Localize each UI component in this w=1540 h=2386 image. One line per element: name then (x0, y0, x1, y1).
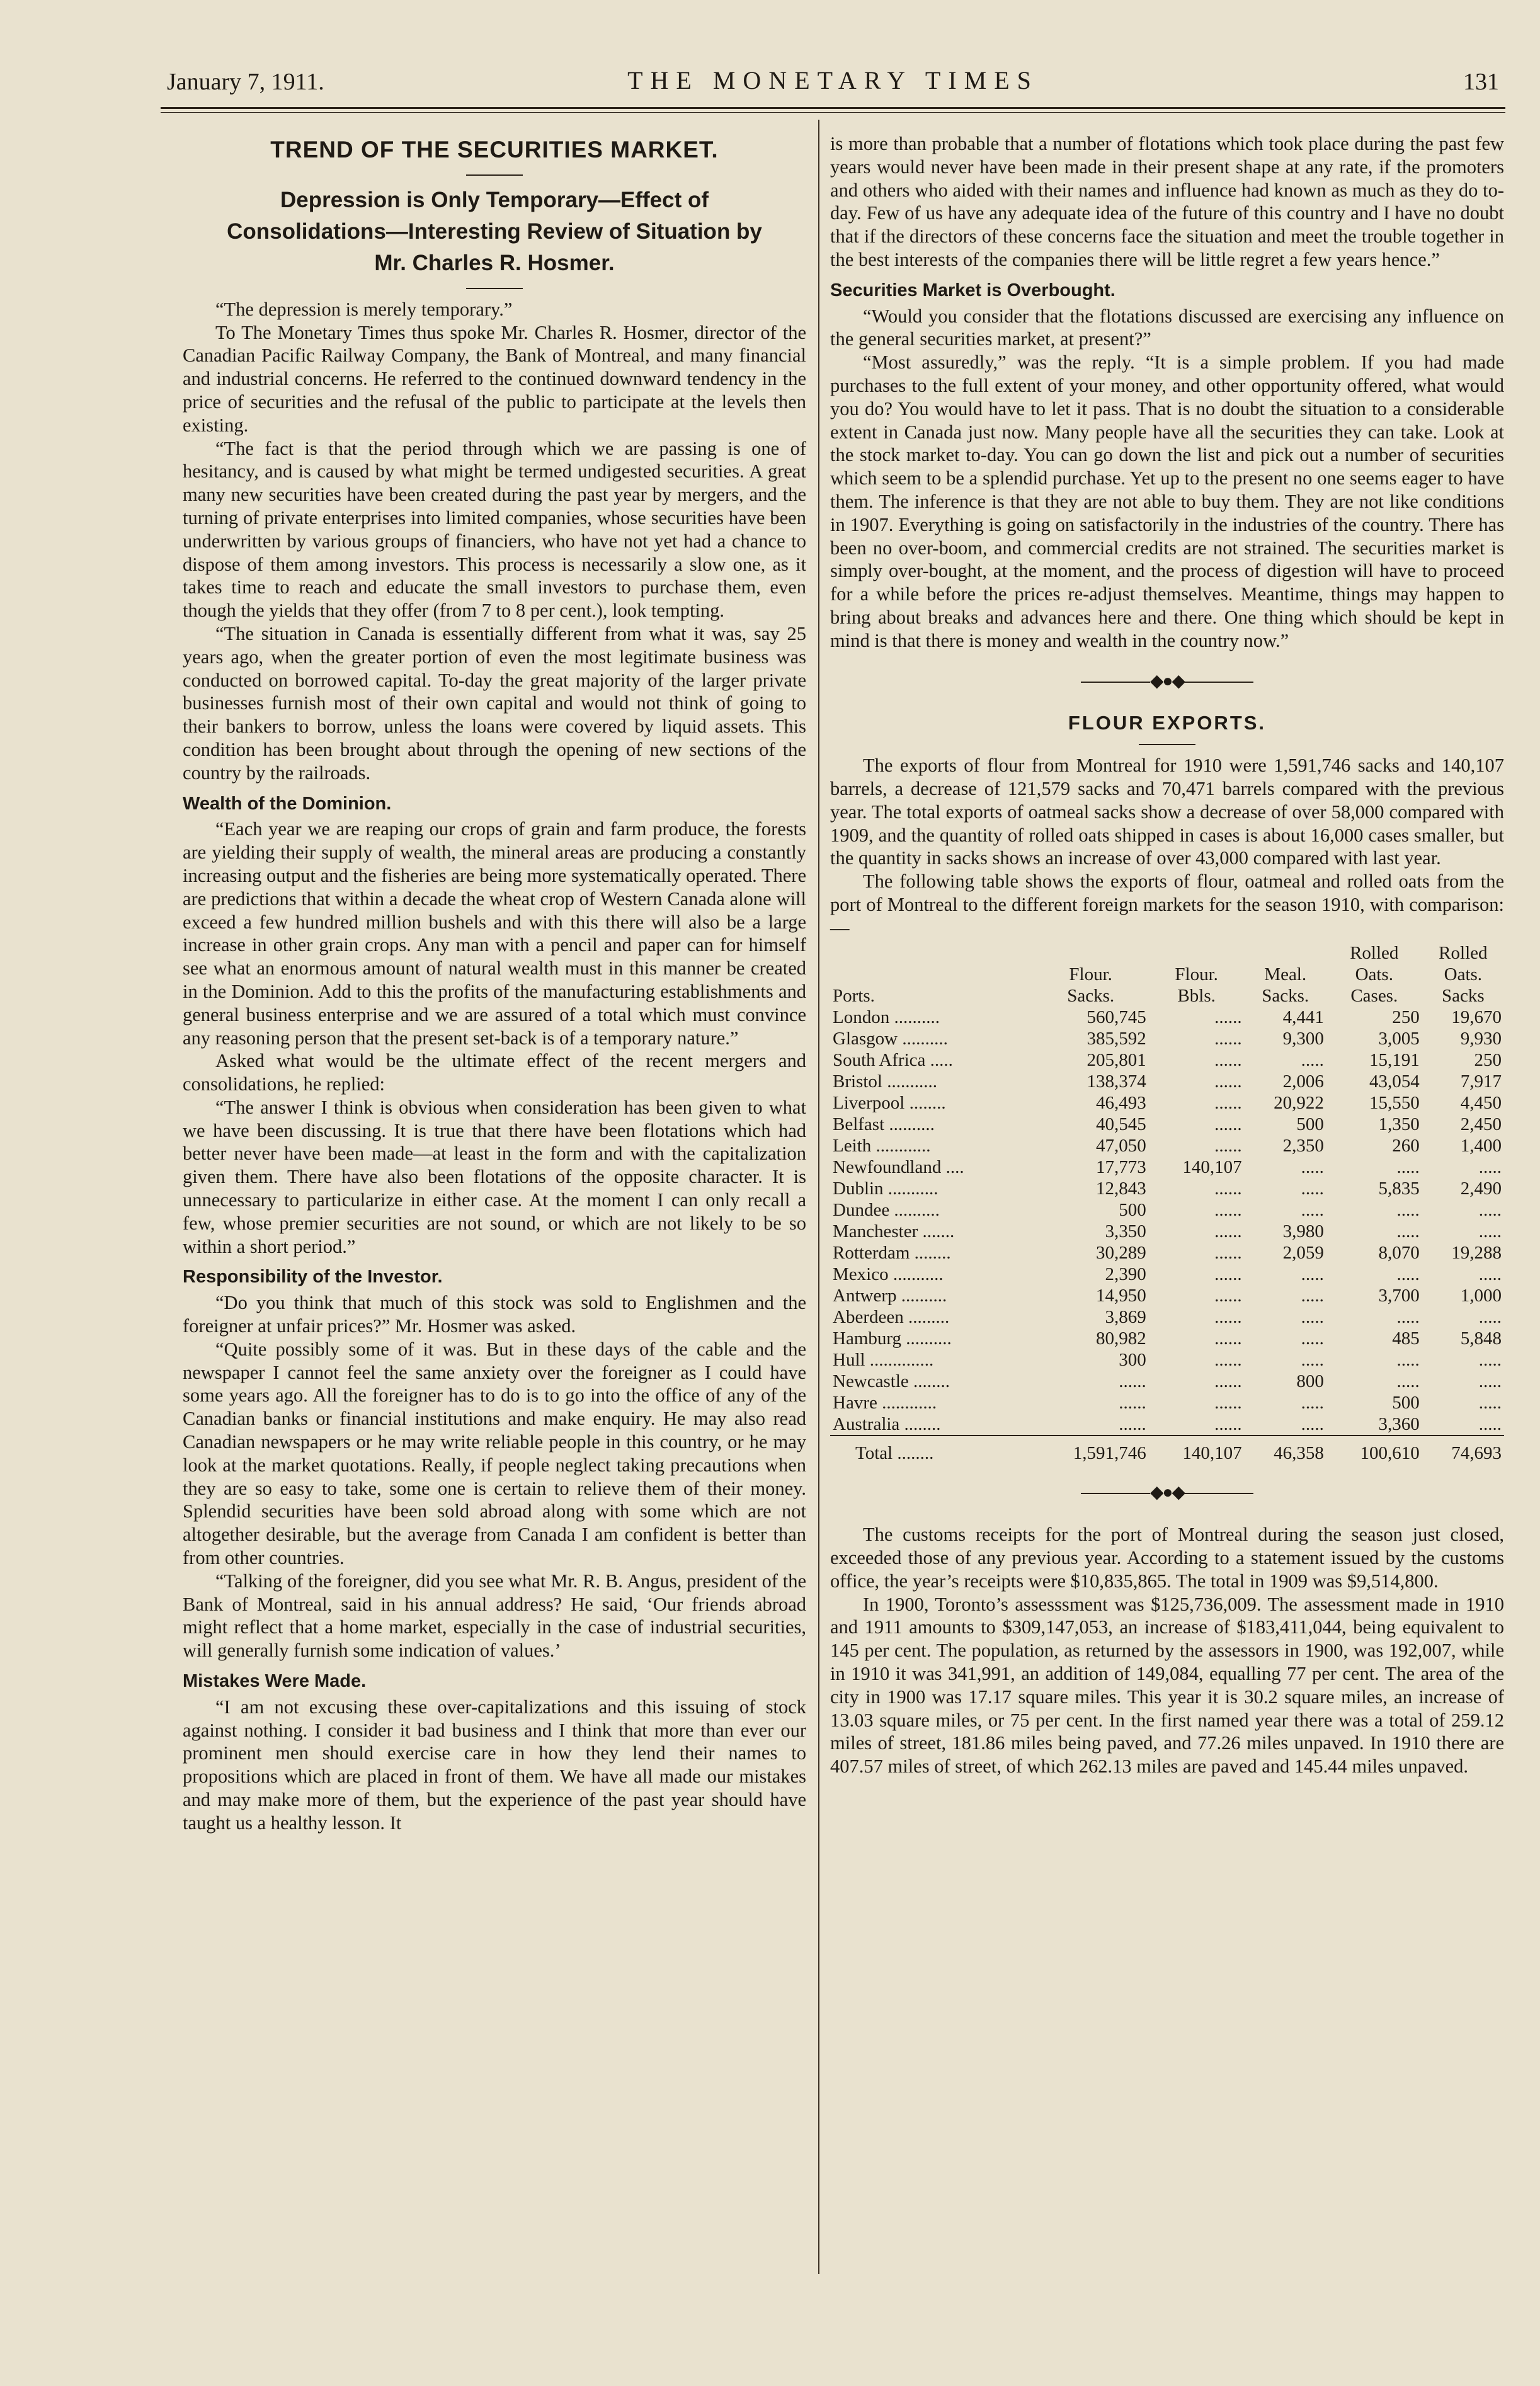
value-cell: ...... (1214, 1114, 1242, 1134)
value-cell: ..... (1478, 1264, 1502, 1284)
value-cell: ..... (1301, 1199, 1324, 1220)
subhead-rule (466, 288, 523, 289)
value-cell: 205,801 (1087, 1049, 1146, 1070)
table-row (830, 1178, 1504, 1199)
port-name-cell: Bristol ........... (833, 1071, 937, 1092)
column-header: Sacks. (1262, 985, 1309, 1006)
value-cell: ...... (1214, 1049, 1242, 1070)
value-cell: ..... (1396, 1221, 1420, 1242)
value-cell: 3,005 (1378, 1028, 1420, 1049)
paragraph: To The Monetary Times thus spoke Mr. Charles R. Hosmer, director of the Canadian Pacific Railway Company, the Bank of Montreal, and many financial and industrial concerns. He referred to the continued downward tendency in the price of securities and the refusal of the public to participate at the levels then existing. (183, 321, 806, 436)
table-row (830, 1306, 1504, 1328)
port-name-cell: Antwerp .......... (833, 1285, 947, 1306)
port-name-cell: Belfast .......... (833, 1114, 935, 1134)
value-cell: 15,550 (1369, 1092, 1420, 1113)
paragraph: The customs receipts for the port of Montreal during the season just closed, exceeded those of any previous year. According to a statement issued by the customs office, the year’s receipts were $10,835,865. The total in 1909 was $9,514,800. (830, 1524, 1504, 1592)
masthead-rule-thin (161, 112, 1505, 113)
value-cell: 800 (1296, 1371, 1324, 1391)
value-cell: ..... (1301, 1156, 1324, 1177)
article-subhead: Depression is Only Temporary—Effect of Consolidations—Interesting Review of Situation by Mr. Charles R. Hosmer. (227, 187, 762, 275)
value-cell: ..... (1301, 1049, 1324, 1070)
flour-exports-table (830, 942, 1504, 1464)
table-header-row (830, 985, 1504, 1007)
value-cell: ..... (1478, 1371, 1502, 1391)
left-column (183, 132, 806, 1835)
paragraph: “The situation in Canada is essentially different from what it was, say 25 years ago, when the greater portion of even the most legitimate business was conducted on borrowed capital. To-day the great majority of the larger private businesses furnish most of their own capital and would not think of going to their bankers to borrow, unless the loans were covered by liquid assets. This condition has been brought about through the opening of new sections of the country by the railroads. (183, 622, 806, 784)
value-cell: ..... (1396, 1349, 1420, 1370)
table-header-row (830, 942, 1504, 964)
value-cell: ...... (1214, 1328, 1242, 1349)
paragraph: “Most assuredly,” was the reply. “It is a simple problem. If you had made purchases to the full extent of your money, and other opportunity offered, what would you do? You would have to let it pass. That is no doubt the situation to a considerable extent in Canada just now. Many people have all the securities they can take. Look at the stock market to-day. You can go down the list and pick out a number of securities which seem to be a splendid purchase. Yet up to the present no one seems eager to have them. The inference is that they are not able to buy them. They are not like conditions in 1907. Everything is going on satisfactorily in the industries of the country. There has been no over-boom, and commercial credits are not strained. The securities market is simply over-bought, at the moment, and the process of digestion will have to proceed for a while before the prices re-adjust themselves. Meantime, things may happen to bring about breaks and advances here and there. One thing which should be kept in mind is that there is money and wealth in the country now.” (830, 351, 1504, 651)
value-cell: ...... (1214, 1135, 1242, 1156)
value-cell: ...... (1214, 1092, 1242, 1113)
port-name-cell: Liverpool ........ (833, 1092, 946, 1113)
port-name-cell: Rotterdam ........ (833, 1242, 951, 1263)
value-cell: ..... (1301, 1413, 1324, 1434)
article-headline: TREND OF THE SECURITIES MARKET. (270, 137, 719, 163)
port-name-cell: Dundee .......... (833, 1199, 940, 1220)
paragraph: The following table shows the exports of flour, oatmeal and rolled oats from the port of Montreal to the different foreign markets for the season 1910, with comparison:— (830, 870, 1504, 939)
value-cell: ..... (1396, 1371, 1420, 1391)
value-cell: ..... (1301, 1392, 1324, 1413)
value-cell: ...... (1214, 1028, 1242, 1049)
section-heading: Mistakes Were Made. (183, 1671, 367, 1692)
port-name-cell: South Africa ..... (833, 1049, 953, 1070)
masthead (161, 63, 1505, 101)
table-row (830, 1392, 1504, 1413)
value-cell: 4,450 (1460, 1092, 1502, 1113)
paragraph: is more than probable that a number of flotations which took place during the past few years would never have been made in their present shape at any rate, if the promoters and others who aided with their names and influence had known as much as they do to-day. Few of us have any adequate idea of the future of this country and I have no doubt that if the directors of these concerns face the situation and meet the trouble together in the best interests of the companies there will be little regret a few years hence.” (830, 133, 1504, 270)
port-name-cell: Newfoundland .... (833, 1156, 964, 1177)
value-cell: ..... (1478, 1306, 1502, 1327)
value-cell: ..... (1396, 1199, 1420, 1220)
table-row (830, 1264, 1504, 1285)
column-header: Flour. (1069, 964, 1112, 985)
paragraph: Asked what would be the ultimate effect of the recent mergers and consolidations, he replied: (183, 1050, 806, 1095)
port-name-cell: Newcastle ........ (833, 1371, 950, 1391)
value-cell: 250 (1392, 1007, 1420, 1027)
paragraph: “Talking of the foreigner, did you see what Mr. R. B. Angus, president of the Bank of Montreal, said in his annual address? He said, ‘Our friends abroad might reflect that a home market, especially in the case of industrial securities, will generally furnish some indication of values.’ (183, 1570, 806, 1662)
value-cell: ..... (1396, 1306, 1420, 1327)
column-header: Oats. (1355, 964, 1393, 985)
table-row (830, 1007, 1504, 1028)
value-cell: 15,191 (1369, 1049, 1420, 1070)
value-cell: 1,000 (1460, 1285, 1502, 1306)
port-name-cell: Leith ............ (833, 1135, 931, 1156)
value-cell: 17,773 (1095, 1156, 1146, 1177)
table-body (830, 1007, 1504, 1436)
value-cell: 5,835 (1378, 1178, 1420, 1199)
value-cell: 2,059 (1282, 1242, 1324, 1263)
right-column (830, 132, 1504, 1778)
paragraph: “Each year we are reaping our crops of grain and farm produce, the forests are yielding their supply of wealth, the mineral areas are producing a constantly increasing output and the fisheries are being more systematically operated. There are predictions that within a decade the wheat crop of Western Canada alone will exceed a few hundred million bushels and with this there will also be a large increase in other grain crops. Any man with a pencil and paper can for himself see what an enormous amount of natural wealth must in this manner be created in the Dominion. Add to this the profits of the manufacturing establishments and general business enterprise and we are assured of a total which must convince any reasoning person that the present set-back is of a temporary nature.” (183, 818, 806, 1049)
value-cell: ..... (1396, 1156, 1420, 1177)
value-cell: 8,070 (1378, 1242, 1420, 1263)
table-row (830, 1028, 1504, 1049)
port-name-cell: Aberdeen ......... (833, 1306, 950, 1327)
value-cell: ..... (1301, 1349, 1324, 1370)
paragraph: “The depression is merely temporary.” (215, 298, 513, 320)
page-number: 131 (1463, 69, 1499, 95)
value-cell: 5,848 (1460, 1328, 1502, 1349)
value-cell: 43,054 (1369, 1071, 1420, 1092)
port-name-cell: Australia ........ (833, 1413, 941, 1434)
paragraph: “Do you think that much of this stock was sold to Englishmen and the foreigner at unfair prices?” Mr. Hosmer was asked. (183, 1292, 806, 1337)
value-cell: 2,006 (1282, 1071, 1324, 1092)
paragraph: “I am not excusing these over-capitalizations and this issuing of stock against nothing. I consider it bad business and I think that more than ever our prominent men should exercise care in how they lend their names to propositions which are placed in front of them. We have all made our mistakes and may make more of them, but the experience of the past year should have taught us a healthy lesson. It (183, 1696, 806, 1834)
table-row (830, 1371, 1504, 1392)
column-divider (818, 120, 819, 2274)
value-cell: ...... (1119, 1413, 1146, 1434)
value-cell: 19,288 (1451, 1242, 1502, 1263)
section-heading: Responsibility of the Investor. (183, 1267, 443, 1287)
value-cell: 500 (1392, 1392, 1420, 1413)
value-cell: 500 (1119, 1199, 1146, 1220)
value-cell: 9,300 (1282, 1028, 1324, 1049)
value-cell: 485 (1392, 1328, 1420, 1349)
column-header: Bbls. (1177, 985, 1216, 1006)
value-cell: 30,289 (1095, 1242, 1146, 1263)
headline-rule (1139, 744, 1195, 745)
article-headline: FLOUR EXPORTS. (1068, 712, 1267, 734)
value-cell: 20,922 (1274, 1092, 1324, 1113)
value-cell: 500 (1296, 1114, 1324, 1134)
value-cell: ..... (1396, 1264, 1420, 1284)
value-cell: ..... (1301, 1178, 1324, 1199)
value-cell: 140,107 (1182, 1156, 1242, 1177)
value-cell: 9,930 (1460, 1028, 1502, 1049)
value-cell: ..... (1478, 1156, 1502, 1177)
column-header: Sacks. (1067, 985, 1115, 1006)
value-cell: ..... (1478, 1221, 1502, 1242)
ornament-divider: ◆●◆ (830, 670, 1504, 694)
value-cell: ...... (1214, 1413, 1242, 1434)
value-cell: ...... (1214, 1306, 1242, 1327)
issue-date: January 7, 1911. (167, 69, 324, 95)
value-cell: ..... (1478, 1413, 1502, 1434)
table-row (830, 1114, 1504, 1135)
value-cell: ...... (1214, 1199, 1242, 1220)
value-cell: 2,390 (1105, 1264, 1146, 1284)
table-row (830, 1049, 1504, 1071)
section-heading: Wealth of the Dominion. (183, 793, 392, 814)
value-cell: 4,441 (1282, 1007, 1324, 1027)
value-cell: 3,350 (1105, 1221, 1146, 1242)
port-name-cell: London .......... (833, 1007, 940, 1027)
table-row (830, 1221, 1504, 1242)
value-cell: ..... (1301, 1285, 1324, 1306)
paragraph: “Quite possibly some of it was. But in these days of the cable and the newspaper I cannot feel the same anxiety over the foreigner as I could have some years ago. All the foreigner has to do is to go into the office of any of the Canadian banks or financial institutions and make enquiry. He may also read Canadian newspapers or he may write reliable people in this country, or he may look at the market quotations. Really, if people neglect taking precautions when they are so easy to take, some one is certain to relieve them of their money. Splendid securities have been sold abroad along with some which are not altogether desirable, but the average from Canada I am confident is better than from other countries. (183, 1338, 806, 1569)
table-header-row (830, 964, 1504, 985)
value-cell: 3,980 (1282, 1221, 1324, 1242)
value-cell: ...... (1214, 1071, 1242, 1092)
value-cell: ...... (1214, 1007, 1242, 1027)
table-row (830, 1156, 1504, 1178)
value-cell: 46,493 (1095, 1092, 1146, 1113)
value-cell: 7,917 (1460, 1071, 1502, 1092)
value-cell: ...... (1214, 1178, 1242, 1199)
table-row (830, 1242, 1504, 1264)
table-total-row: Total ........ 1,591,746 140,107 46,358 100,610 74,693 (830, 1436, 1504, 1464)
value-cell: 40,545 (1095, 1114, 1146, 1134)
table-row (830, 1285, 1504, 1306)
column-header: Oats. (1444, 964, 1483, 985)
value-cell: 3,360 (1378, 1413, 1420, 1434)
value-cell: ..... (1301, 1328, 1324, 1349)
value-cell: 2,350 (1282, 1135, 1324, 1156)
value-cell: ...... (1214, 1371, 1242, 1391)
value-cell: ..... (1301, 1264, 1324, 1284)
value-cell: 560,745 (1087, 1007, 1146, 1027)
column-header: Sacks (1442, 985, 1485, 1006)
value-cell: ..... (1478, 1392, 1502, 1413)
value-cell: 1,350 (1378, 1114, 1420, 1134)
value-cell: ...... (1119, 1371, 1146, 1391)
table-row (830, 1071, 1504, 1092)
value-cell: ...... (1214, 1221, 1242, 1242)
table-row (830, 1199, 1504, 1221)
value-cell: 14,950 (1095, 1285, 1146, 1306)
column-header: Ports. (833, 985, 875, 1006)
column-header: Cases. (1350, 985, 1398, 1006)
value-cell: ...... (1214, 1285, 1242, 1306)
value-cell: 260 (1392, 1135, 1420, 1156)
table-row (830, 1092, 1504, 1114)
column-header: Rolled (1350, 942, 1399, 963)
value-cell: ..... (1301, 1306, 1324, 1327)
table-row (830, 1413, 1504, 1436)
value-cell: ...... (1214, 1242, 1242, 1263)
port-name-cell: Hull .............. (833, 1349, 934, 1370)
value-cell: ...... (1214, 1264, 1242, 1284)
value-cell: 3,700 (1378, 1285, 1420, 1306)
publication-title: THE MONETARY TIMES (627, 66, 1039, 94)
value-cell: 2,490 (1460, 1178, 1502, 1199)
table-row (830, 1135, 1504, 1156)
value-cell: ..... (1478, 1349, 1502, 1370)
ornament-divider: ◆●◆ (830, 1481, 1504, 1505)
column-header: Rolled (1439, 942, 1488, 963)
table-row (830, 1328, 1504, 1349)
column-header: Flour. (1175, 964, 1218, 985)
value-cell: 2,450 (1460, 1114, 1502, 1134)
section-heading: Securities Market is Overbought. (830, 280, 1115, 300)
masthead-rule (161, 107, 1505, 109)
value-cell: 12,843 (1095, 1178, 1146, 1199)
value-cell: 80,982 (1095, 1328, 1146, 1349)
value-cell: ...... (1214, 1392, 1242, 1413)
value-cell: ..... (1478, 1199, 1502, 1220)
value-cell: ...... (1214, 1349, 1242, 1370)
value-cell: 300 (1119, 1349, 1146, 1370)
value-cell: ...... (1119, 1392, 1146, 1413)
port-name-cell: Hamburg .......... (833, 1328, 952, 1349)
value-cell: 19,670 (1451, 1007, 1502, 1027)
port-name-cell: Mexico ........... (833, 1264, 944, 1284)
headline-rule (466, 174, 523, 176)
table-row (830, 1349, 1504, 1371)
value-cell: 250 (1474, 1049, 1502, 1070)
paragraph: In 1900, Toronto’s assesssment was $125,736,009. The assessment made in 1910 and 1911 amounts to $309,147,053, an increase of $183,411,044, being equivalent to 145 per cent. The population, as returned by the assessors in 1900, was 192,007, while in 1910 it was 341,991, an addition of 149,084, equalling 77 per cent. The area of the city in 1900 was 17.17 square miles. This year it is 30.2 square miles, an increase of 13.03 square miles, or 75 per cent. In the first named year there was a total of 259.12 miles of street, 181.86 miles being paved, and 77.26 miles unpaved. In 1910 there are 407.57 miles of street, of which 262.13 miles are paved and 145.44 miles unpaved. (830, 1593, 1504, 1778)
value-cell: 138,374 (1087, 1071, 1146, 1092)
value-cell: 47,050 (1095, 1135, 1146, 1156)
port-name-cell: Manchester ....... (833, 1221, 955, 1242)
port-name-cell: Glasgow .......... (833, 1028, 948, 1049)
value-cell: 1,400 (1460, 1135, 1502, 1156)
port-name-cell: Havre ............ (833, 1392, 937, 1413)
paragraph: “Would you consider that the flotations discussed are exercising any influence on the general securities market, at present?” (830, 305, 1504, 350)
port-name-cell: Dublin ........... (833, 1178, 938, 1199)
value-cell: 3,869 (1105, 1306, 1146, 1327)
paragraph: “The fact is that the period through which we are passing is one of hesitancy, and is caused by what might be termed undigested securities. A great many new securities have been created during the past year by mergers, and the turning of private enterprises into limited companies, whose securities have been underwritten by various groups of financiers, who have not yet had a chance to dispose of them among investors. This process is necessarily a slow one, as it takes time to reach and educate the small investors to purchase them, even though the yields that they offer (from 7 to 8 per cent.), look tempting. (183, 437, 806, 622)
column-header: Meal. (1264, 964, 1307, 985)
paragraph: “The answer I think is obvious when consideration has been given to what we have been discussing. It is true that there have been flotations which had better never have been made—at least in the form and with the capitalization given them. There have also been flotations of the opposite character. It is unnecessary to particularize in either case. At the moment I can only recall a few, whose premier securities are not sound, or which are not likely to be so within a short period.” (183, 1096, 806, 1257)
value-cell: 385,592 (1087, 1028, 1146, 1049)
paragraph: The exports of flour from Montreal for 1910 were 1,591,746 sacks and 140,107 barrels, a decrease of 121,579 sacks and 70,471 barrels compared with the previous year. The total exports of oatmeal sacks show a decrease of over 58,000 compared with 1909, and the quantity of rolled oats shipped in cases is about 16,000 cases smaller, but the quantity in sacks shows an increase of over 43,000 compared with last year. (830, 755, 1504, 869)
